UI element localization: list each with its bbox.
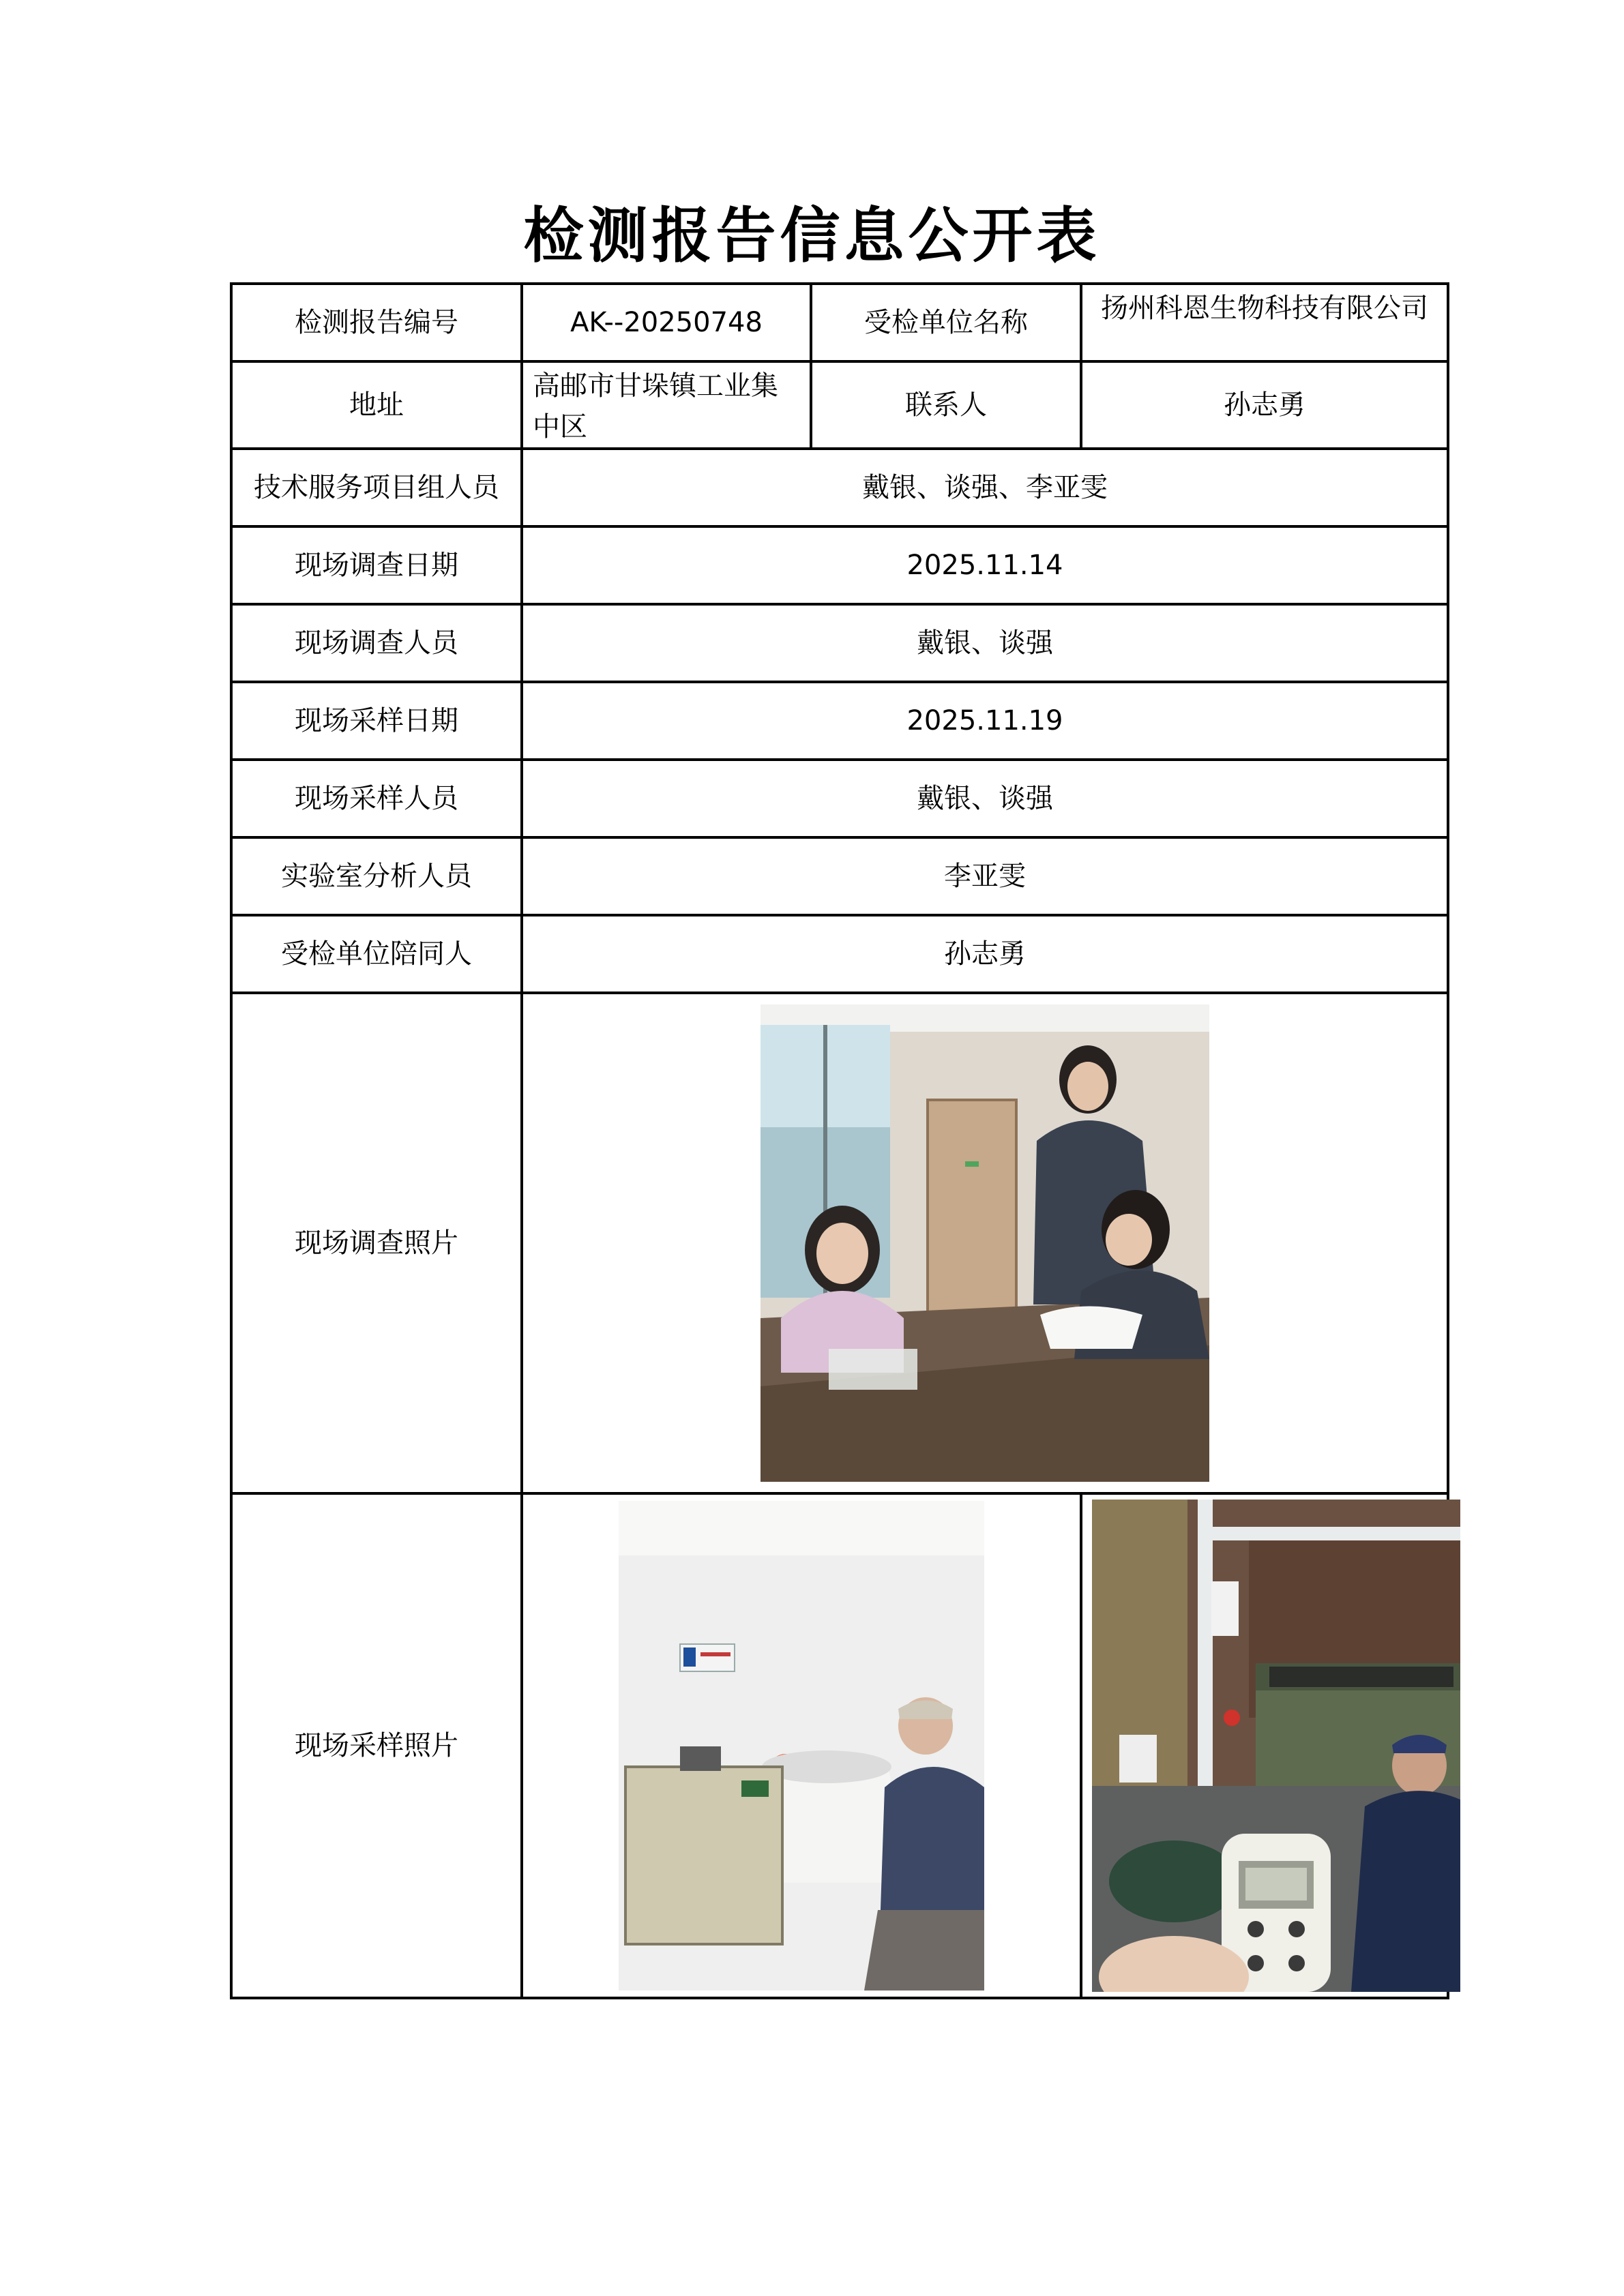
team-value: 戴银、谈强、李亚雯 [522, 449, 1448, 526]
survey-photo [761, 1004, 1209, 1482]
escort-label: 受检单位陪同人 [231, 915, 522, 993]
table-row [231, 526, 1448, 604]
survey-photo-cell [522, 993, 1448, 1493]
unit-name-label: 受检单位名称 [811, 284, 1081, 361]
survey-date-label: 现场调查日期 [231, 526, 522, 604]
report-no-value: AK--20250748 [522, 284, 811, 361]
lab-staff-value: 李亚雯 [522, 837, 1448, 915]
escort-value: 孙志勇 [522, 915, 1448, 993]
address-label: 地址 [231, 361, 522, 449]
sampling-photo-cell-1 [522, 1493, 1081, 1998]
table-row [231, 284, 1448, 361]
sampling-photo-cell-2 [1081, 1493, 1448, 1998]
table-row [231, 760, 1448, 837]
sampling-date-value: 2025.11.19 [522, 682, 1448, 760]
table-row [231, 361, 1448, 449]
survey-photo-label: 现场调查照片 [231, 993, 522, 1493]
table-row [231, 915, 1448, 993]
contact-value: 孙志勇 [1081, 361, 1448, 449]
unit-name-value: 扬州科恩生物科技有限公司 [1081, 284, 1448, 361]
team-label: 技术服务项目组人员 [231, 449, 522, 526]
table-row [231, 604, 1448, 682]
sampling-staff-label: 现场采样人员 [231, 760, 522, 837]
table-row [231, 993, 1448, 1493]
table-row [231, 837, 1448, 915]
lab-staff-label: 实验室分析人员 [231, 837, 522, 915]
table-row [231, 449, 1448, 526]
contact-label: 联系人 [811, 361, 1081, 449]
survey-date-value: 2025.11.14 [522, 526, 1448, 604]
survey-staff-label: 现场调查人员 [231, 604, 522, 682]
sampling-date-label: 现场采样日期 [231, 682, 522, 760]
report-info-table [230, 282, 1449, 1999]
sampling-photo-2 [1092, 1500, 1460, 1992]
sampling-photo-label: 现场采样照片 [231, 1493, 522, 1998]
table-row [231, 1493, 1448, 1998]
page-title: 检测报告信息公开表 [523, 200, 1101, 271]
report-no-label: 检测报告编号 [231, 284, 522, 361]
sampling-photo-1 [619, 1501, 984, 1991]
survey-staff-value: 戴银、谈强 [522, 604, 1448, 682]
address-value: 高邮市甘垛镇工业集中区 [522, 361, 811, 449]
sampling-staff-value: 戴银、谈强 [522, 760, 1448, 837]
table-row [231, 682, 1448, 760]
